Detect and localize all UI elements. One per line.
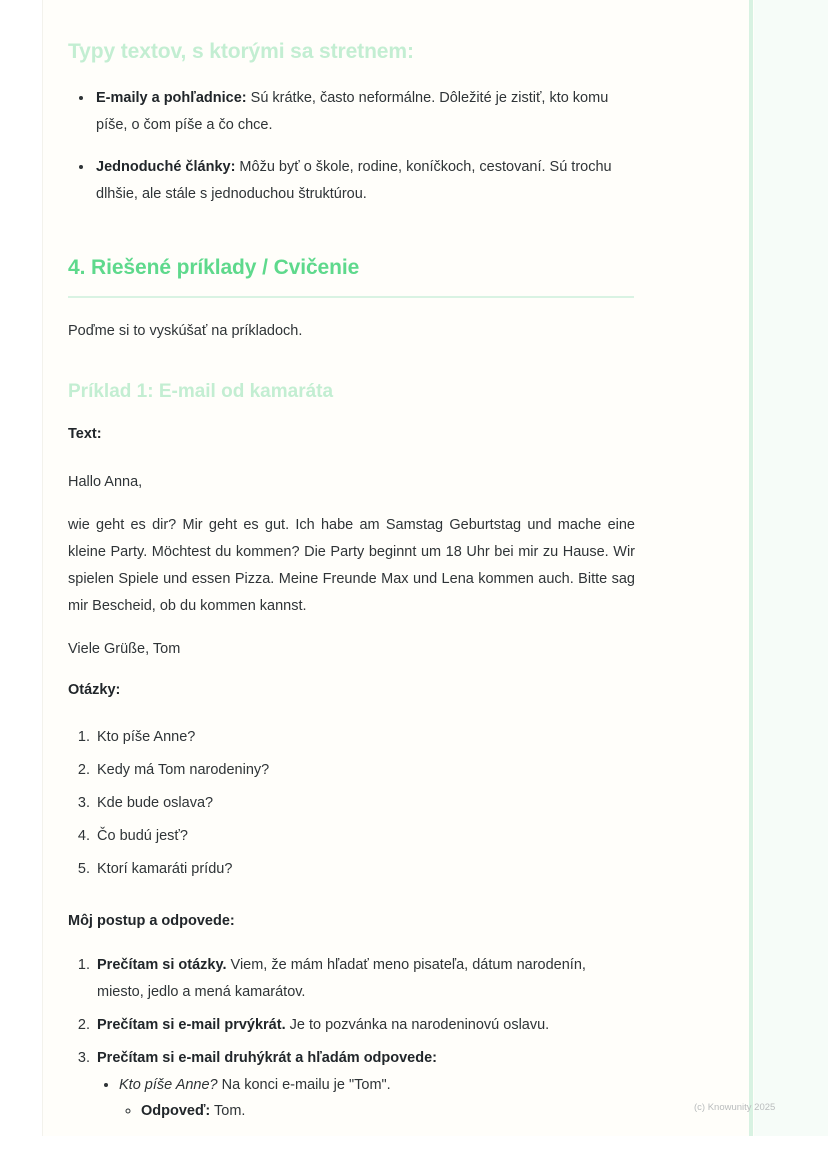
heading-text-types: Typy textov, s ktorými sa stretnem:: [68, 40, 414, 63]
procedure-step-title: Prečítam si e-mail druhýkrát a hľadám odpovede:: [97, 1050, 437, 1066]
list-item-description: Sú krátke, často neformálne. Dôležité je zistiť, kto komu píše, o čom píše a čo chce.: [96, 90, 609, 133]
copyright-footer: (c) Knowunity 2025: [694, 1102, 776, 1113]
list-item-description: Môžu byť o škole, rodine, koníčkoch, cestovaní. Sú trochu dlhšie, ale stále s jednoduchou štruktúrou.: [96, 159, 612, 202]
procedure-list: [68, 952, 635, 1124]
procedure-step-title: Prečítam si otázky.: [97, 957, 227, 973]
answer-value: Tom.: [210, 1103, 246, 1119]
email-signoff: Viele Grüße, Tom: [68, 641, 181, 657]
procedure-step-detail: Viem, že mám hľadať meno pisateľa, dátum narodenín, miesto, jedlo a mená kamarátov.: [97, 957, 586, 1000]
label-procedure: Môj postup a odpovede:: [68, 913, 235, 929]
list-item: [94, 1045, 635, 1124]
label-text: Text:: [68, 426, 102, 442]
questions-list: [68, 721, 635, 886]
text-types-list: [68, 84, 635, 208]
procedure-step-title: Prečítam si e-mail prvýkrát.: [97, 1017, 286, 1033]
heading-solved-examples: 4. Riešené príklady / Cvičenie: [68, 256, 360, 279]
list-item: 4. Čo budú jesť?: [94, 820, 635, 853]
list-item: 2. Kedy má Tom narodeniny?: [94, 754, 635, 787]
list-item: [141, 1098, 635, 1124]
answer-label: Odpoveď:: [141, 1103, 211, 1119]
list-item-term: Jednoduché články:: [96, 159, 236, 175]
solved-intro-paragraph: Poďme si to vyskúšať na príkladoch.: [68, 323, 303, 339]
list-item: [94, 952, 635, 1006]
heading-example-1: Príklad 1: E-mail od kamaráta: [68, 381, 334, 402]
answer-list: [119, 1098, 635, 1124]
list-item: 5. Ktorí kamaráti prídu?: [94, 853, 635, 886]
list-item: 3. Kde bude oslava?: [94, 787, 635, 820]
list-item: [94, 153, 635, 208]
page-left-edge: [42, 0, 43, 1136]
list-item-term: E-maily a pohľadnice:: [96, 90, 247, 106]
list-item: 1. Kto píše Anne?: [94, 721, 635, 754]
list-item: [94, 84, 635, 139]
list-item: [119, 1072, 635, 1124]
procedure-step-detail: Je to pozvánka na narodeninovú oslavu.: [285, 1017, 550, 1033]
list-item: [94, 1012, 635, 1039]
substep-question: Kto píše Anne?: [119, 1077, 218, 1093]
content-column: [68, 40, 635, 1130]
label-questions: Otázky:: [68, 682, 121, 698]
substep-detail: Na konci e-mailu je "Tom".: [217, 1077, 391, 1093]
email-body: wie geht es dir? Mir geht es gut. Ich habe am Samstag Geburtstag und mache eine kleine Party. Möchtest du kommen? Die Party beginnt um 18 Uhr bei mir zu Hause. Wir spielen Spiele und essen Pizza. Meine Freunde Max und Lena kommen auch. Bitte sag mir Bescheid, ob du kommen kannst.: [68, 517, 635, 614]
page-right-accent-rule: [749, 0, 753, 1136]
page-right-panel: [754, 0, 828, 1136]
email-greeting: Hallo Anna,: [68, 474, 143, 490]
procedure-substep-list: [97, 1072, 635, 1124]
